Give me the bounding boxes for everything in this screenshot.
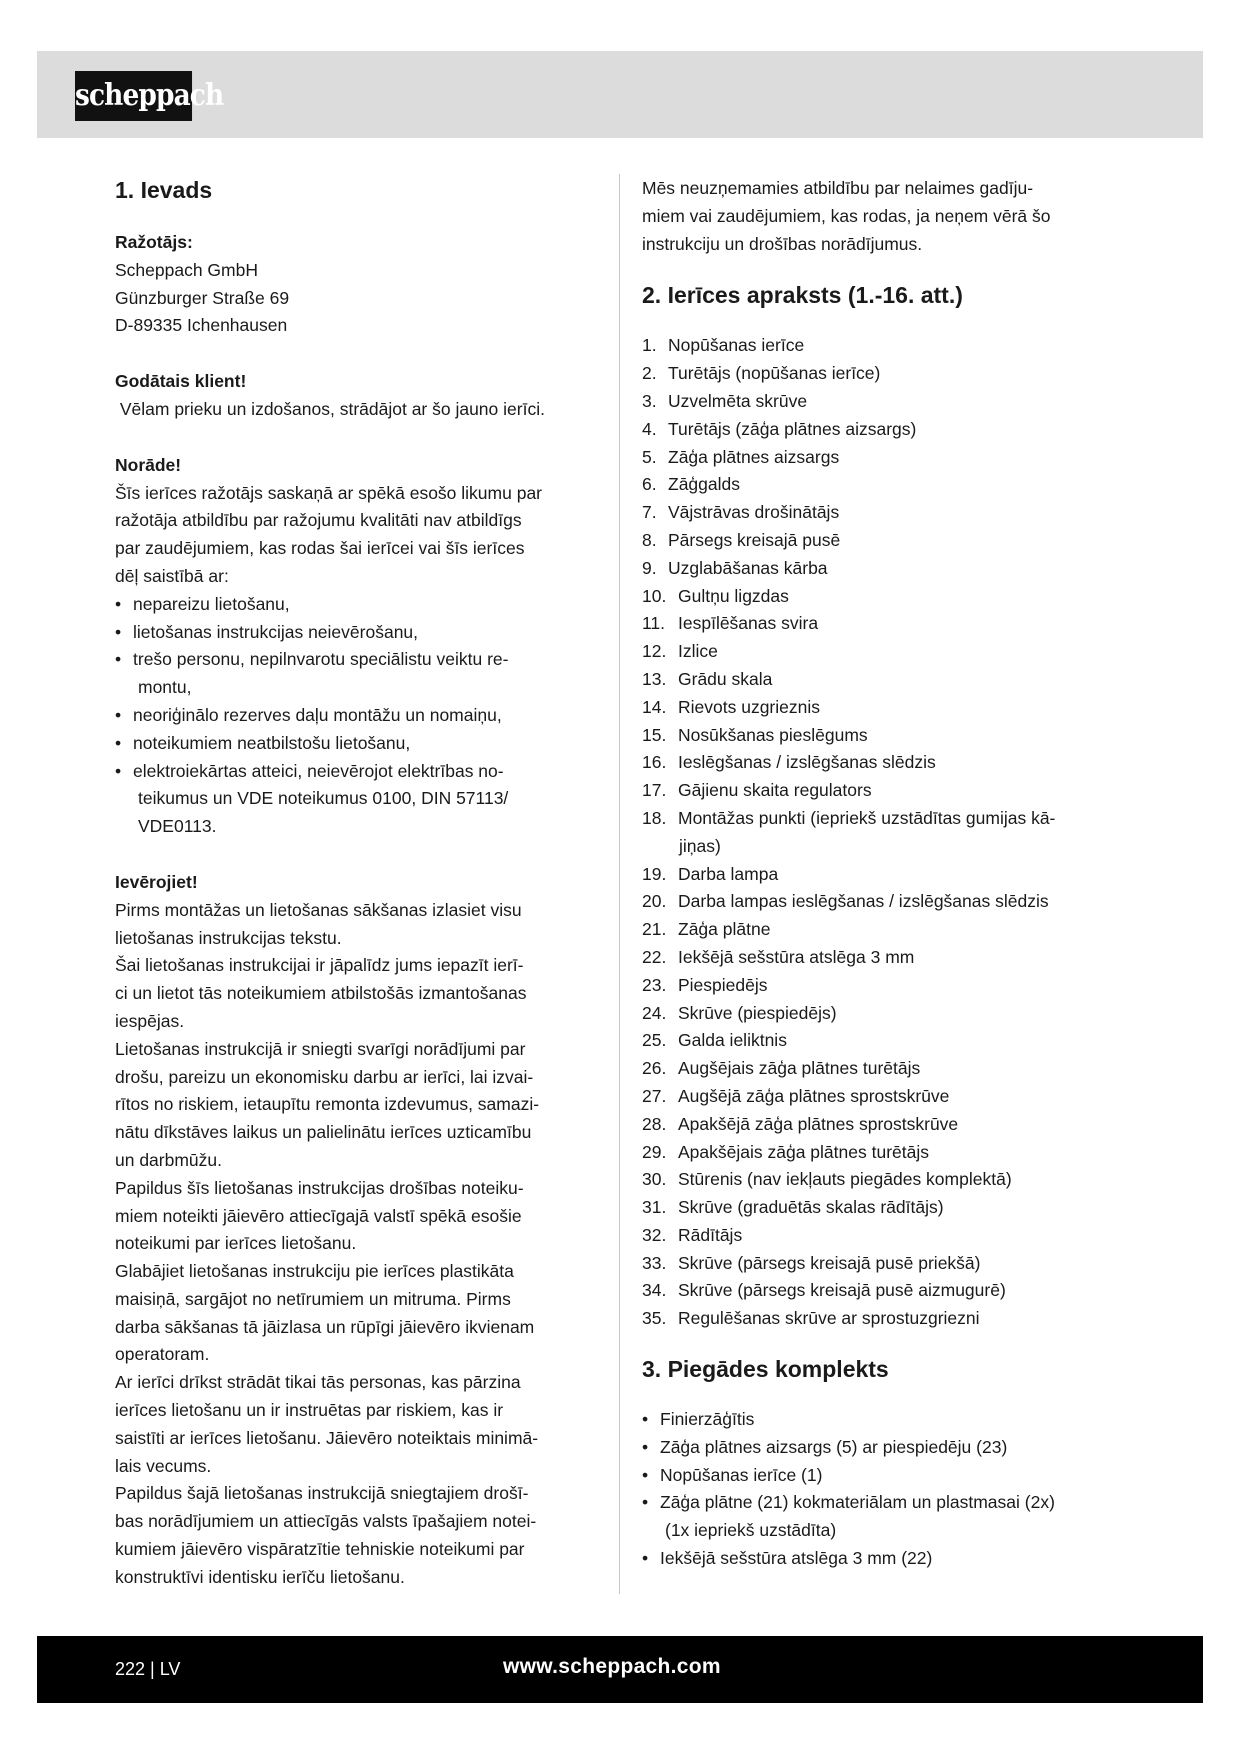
greeting-label: Godātais klient! <box>115 371 247 392</box>
attention-line: drošu, pareizu un ekonomisku darbu ar ierīci, lai izvai- <box>115 1066 534 1087</box>
liability-bullet-text: • noteikumiem neatbilstošu lietošanu, <box>115 730 610 758</box>
part-number: 21. <box>642 919 667 940</box>
liability-disclaimer <box>642 175 1112 258</box>
part-name: Rievots uzgrieznis <box>678 696 820 717</box>
part-name: Nopūšanas ierīce <box>668 335 805 356</box>
footer-bar <box>37 1636 1203 1703</box>
attention-line: Šai lietošanas instrukcijai ir jāpalīdz jums iepazīt ierī- <box>115 955 524 976</box>
section-heading-delivery-scope: 3. Piegādes komplekts <box>642 1356 889 1383</box>
left-column <box>115 175 610 1592</box>
liability-bullet-text: • trešo personu, nepilnvarotu speciālistu veiktu re- <box>115 646 610 674</box>
part-name: Nosūkšanas pieslēgums <box>678 724 868 745</box>
parts-list-item <box>642 1055 1112 1083</box>
part-name: Grādu skala <box>678 668 773 689</box>
parts-list-item <box>642 1222 1112 1250</box>
part-number: 15. <box>642 724 667 745</box>
part-number: 23. <box>642 974 667 995</box>
part-name: Skrūve (graduētās skalas rādītājs) <box>678 1197 944 1218</box>
part-name: Turētājs (nopūšanas ierīce) <box>668 363 881 384</box>
attention-line: saistīti ar ierīces lietošanu. Jāievēro noteiktais minimā- <box>115 1427 539 1448</box>
attention-line: lietošanas instrukcijas tekstu. <box>115 927 342 948</box>
attention-line: kumiem jāievēro vispāratzītie tehniskie noteikumi par <box>115 1539 525 1560</box>
parts-list-row <box>642 1194 1112 1222</box>
part-name: Apakšējā zāģa plātnes sprostskrūve <box>678 1113 959 1134</box>
part-name: Gājienu skaita regulators <box>678 780 872 801</box>
manufacturer-label: Ražotājs: <box>115 232 193 252</box>
parts-list-row <box>642 888 1112 916</box>
parts-list-item <box>642 1000 1112 1028</box>
attention-line: iespējas. <box>115 1010 185 1031</box>
parts-list-item <box>642 1111 1112 1139</box>
part-name: Turētājs (zāģa plātnes aizsargs) <box>668 418 917 439</box>
delivery-item-text: (1x iepriekš uzstādīta) <box>665 1520 837 1541</box>
parts-list-item <box>642 1194 1112 1222</box>
disclaimer-line: Mēs neuzņemamies atbildību par nelaimes gadīju- <box>642 178 1034 198</box>
parts-list-row <box>642 1305 1112 1333</box>
parts-list-row <box>642 1166 1112 1194</box>
liability-bullet-text: • neoriģinālo rezerves daļu montāžu un nomaiņu, <box>115 702 610 730</box>
parts-list-row <box>642 1277 1112 1305</box>
parts-list-item <box>642 1083 1112 1111</box>
part-name: Rādītājs <box>678 1224 743 1245</box>
parts-list-item <box>642 694 1112 722</box>
part-number: 34. <box>642 1280 667 1301</box>
address-line: Scheppach GmbH <box>115 259 258 280</box>
part-name: Zāģgalds <box>668 474 740 495</box>
attention-line: ci un lietot tās noteikumiem atbilstošās izmantošanas <box>115 983 527 1004</box>
part-number: 30. <box>642 1169 667 1190</box>
parts-list-row <box>642 1111 1112 1139</box>
part-name: jiņas) <box>679 835 721 856</box>
parts-list-row <box>642 722 1112 750</box>
parts-list-item <box>642 332 1112 360</box>
note-line: par zaudējumiem, kas rodas šai ierīcei vai šīs ierīces <box>115 538 525 559</box>
disclaimer-line: miem vai zaudējumiem, kas rodas, ja neņem vērā šo <box>642 205 1051 226</box>
attention-line: bas norādījumiem un attiecīgās valsts īpašajiem notei- <box>115 1511 537 1532</box>
attention-line: Pirms montāžas un lietošanas sākšanas izlasiet visu <box>115 899 522 920</box>
parts-list-item <box>642 749 1112 777</box>
parts-list-row <box>642 1000 1112 1028</box>
parts-list-row <box>642 1222 1112 1250</box>
delivery-item-text: • Zāģa plātne (21) kokmateriālam un plastmasai (2x) <box>642 1489 1112 1517</box>
delivery-item <box>642 1434 1112 1462</box>
header-bar <box>37 51 1203 138</box>
delivery-item-text: • Iekšējā sešstūra atslēga 3 mm (22) <box>642 1545 1112 1573</box>
liability-bullet-text: • nepareizu lietošanu, <box>115 591 610 619</box>
parts-list-row <box>642 471 1112 499</box>
disclaimer-line: instrukciju un drošības norādījumus. <box>642 233 923 254</box>
part-number: 26. <box>642 1058 667 1079</box>
parts-list-row <box>642 610 1112 638</box>
part-name: Augšējais zāģa plātnes turētājs <box>678 1058 921 1079</box>
part-number: 1. <box>642 335 657 356</box>
column-divider <box>619 174 620 1594</box>
parts-list-item <box>642 1139 1112 1167</box>
parts-list-item <box>642 444 1112 472</box>
parts-list-row <box>642 1139 1112 1167</box>
manufacturer-address <box>115 257 610 340</box>
attention-line: Papildus šajā lietošanas instrukcijā sniegtajiem drošī- <box>115 1483 529 1504</box>
liability-bullet <box>115 591 610 619</box>
parts-list-row <box>642 861 1112 889</box>
parts-list-item <box>642 416 1112 444</box>
parts-list-row <box>642 749 1112 777</box>
attention-line: nātu dīkstāves laikus un palielinātu ierīces uzticamību <box>115 1122 532 1143</box>
part-name: Apakšējais zāģa plātnes turētājs <box>678 1141 929 1162</box>
part-name: Augšējā zāģa plātnes sprostskrūve <box>678 1085 950 1106</box>
part-name: Vājstrāvas drošinātājs <box>668 502 840 523</box>
note-paragraph <box>115 480 610 591</box>
part-number: 16. <box>642 752 667 773</box>
address-line: Günzburger Straße 69 <box>115 287 290 308</box>
part-number: 11. <box>642 613 666 634</box>
part-name: Pārsegs kreisajā pusē <box>668 529 841 550</box>
parts-list-row <box>642 1250 1112 1278</box>
delivery-list <box>642 1406 1112 1573</box>
attention-line: konstruktīvi identisku ierīču lietošanu. <box>115 1566 405 1587</box>
parts-list-row <box>642 583 1112 611</box>
address-line: D-89335 Ichenhausen <box>115 315 288 336</box>
parts-list-row <box>642 332 1112 360</box>
attention-line: Lietošanas instrukcijā ir sniegti svarīgi norādījumi par <box>115 1038 526 1059</box>
parts-list-item <box>642 888 1112 916</box>
part-name: Regulēšanas skrūve ar sprostuzgriezni <box>678 1308 980 1329</box>
parts-list-item <box>642 360 1112 388</box>
parts-list-item <box>642 666 1112 694</box>
parts-list-row <box>642 638 1112 666</box>
attention-line: darba sākšanas tā jāizlasa un rūpīgi jāievēro ikvienam <box>115 1316 535 1337</box>
part-number: 17. <box>642 780 667 801</box>
part-name: Uzvelmēta skrūve <box>668 390 808 411</box>
section-heading-introduction: 1. Ievads <box>115 177 213 203</box>
attention-line: Papildus šīs lietošanas instrukcijas drošības noteiku- <box>115 1177 524 1198</box>
part-number: 10. <box>642 585 667 606</box>
part-name: Iespīlēšanas svira <box>678 613 819 634</box>
part-number: 35. <box>642 1308 667 1329</box>
part-name: Gultņu ligzdas <box>678 585 789 606</box>
part-number: 2. <box>642 363 657 384</box>
section-heading-device-description: 2. Ierīces apraksts (1.-16. att.) <box>642 282 963 309</box>
part-number: 13. <box>642 668 667 689</box>
parts-list-row <box>642 444 1112 472</box>
part-number: 6. <box>642 474 657 495</box>
delivery-item <box>642 1545 1112 1573</box>
note-line: ražotāja atbildību par ražojumu kvalitāti nav atbildīgs <box>115 510 522 531</box>
part-name: Darba lampa <box>678 863 779 884</box>
delivery-item <box>642 1489 1112 1545</box>
parts-list-row <box>642 694 1112 722</box>
liability-bullet-text: • lietošanas instrukcijas neievērošanu, <box>115 619 610 647</box>
part-number: 5. <box>642 446 657 467</box>
parts-list-item <box>642 916 1112 944</box>
part-number: 20. <box>642 891 667 912</box>
greeting-text: Vēlam prieku un izdošanos, strādājot ar šo jauno ierīci. <box>115 398 545 419</box>
parts-list-item <box>642 805 1112 861</box>
attention-line: rītos no riskiem, ietaupītu remonta izdevumus, samazi- <box>115 1094 540 1115</box>
website-link[interactable]: www.scheppach.com <box>503 1655 721 1678</box>
parts-list-row <box>642 527 1112 555</box>
attention-line: Ar ierīci drīkst strādāt tikai tās personas, kas pārzina <box>115 1372 521 1393</box>
part-name: Zāģa plātnes aizsargs <box>668 446 840 467</box>
part-name: Piespiedējs <box>678 974 768 995</box>
part-name: Darba lampas ieslēgšanas / izslēgšanas slēdzis <box>678 891 1049 912</box>
part-name: Skrūve (pārsegs kreisajā pusē priekšā) <box>678 1252 981 1273</box>
part-number: 33. <box>642 1252 667 1273</box>
liability-bullet <box>115 730 610 758</box>
attention-line: Glabājiet lietošanas instrukciju pie ierīces plastikāta <box>115 1261 514 1282</box>
liability-bullet-text: teikumus un VDE noteikumus 0100, DIN 57113/ <box>138 788 509 809</box>
delivery-item-text: • Finierzāģītis <box>642 1406 1112 1434</box>
parts-list-item <box>642 1166 1112 1194</box>
parts-list-item <box>642 861 1112 889</box>
parts-list-item <box>642 388 1112 416</box>
liability-bullet-text: VDE0113. <box>138 816 217 837</box>
attention-line: maisiņā, sargājot no netīrumiem un mitruma. Pirms <box>115 1288 511 1309</box>
parts-list-row <box>642 416 1112 444</box>
part-number: 22. <box>642 946 667 967</box>
right-column <box>642 175 1112 1573</box>
attention-line: noteikumi par ierīces lietošanu. <box>115 1233 357 1254</box>
liability-bullet-text: montu, <box>138 677 192 698</box>
delivery-item <box>642 1406 1112 1434</box>
parts-list-row <box>642 666 1112 694</box>
parts-list-item <box>642 610 1112 638</box>
part-number: 31. <box>642 1197 667 1218</box>
parts-list-item <box>642 1305 1112 1333</box>
parts-list-item <box>642 1250 1112 1278</box>
part-number: 4. <box>642 418 657 439</box>
part-name: Uzglabāšanas kārba <box>668 557 828 578</box>
parts-list-row <box>642 833 1112 861</box>
part-name: Skrūve (piespiedējs) <box>678 1002 837 1023</box>
note-line: Šīs ierīces ražotājs saskaņā ar spēkā esošo likumu par <box>115 482 542 503</box>
parts-list-item <box>642 972 1112 1000</box>
part-name: Stūrenis (nav iekļauts piegādes komplektā) <box>678 1169 1012 1190</box>
part-name: Galda ieliktnis <box>678 1030 787 1051</box>
part-number: 19. <box>642 863 667 884</box>
parts-list <box>642 332 1112 1333</box>
parts-list-item <box>642 527 1112 555</box>
attention-line: ierīces lietošanu un ir instruētas par riskiem, kas ir <box>115 1400 504 1421</box>
page-number: 222 | LV <box>115 1659 181 1679</box>
parts-list-row <box>642 1055 1112 1083</box>
part-number: 7. <box>642 502 657 523</box>
parts-list-row <box>642 972 1112 1000</box>
attention-paragraph <box>115 897 610 1592</box>
part-number: 12. <box>642 641 667 662</box>
part-name: Izlice <box>678 641 718 662</box>
parts-list-item <box>642 1277 1112 1305</box>
attention-label: Ievērojiet! <box>115 871 198 892</box>
parts-list-row <box>642 916 1112 944</box>
parts-list-item <box>642 944 1112 972</box>
delivery-item <box>642 1462 1112 1490</box>
part-number: 24. <box>642 1002 667 1023</box>
parts-list-row <box>642 805 1112 833</box>
part-name: Zāģa plātne <box>678 919 771 940</box>
parts-list-row <box>642 499 1112 527</box>
parts-list-item <box>642 638 1112 666</box>
parts-list-item <box>642 471 1112 499</box>
liability-bullet <box>115 702 610 730</box>
liability-bullet <box>115 646 610 702</box>
liability-bullet-list <box>115 591 610 841</box>
scheppach-logo: scheppach <box>75 71 192 121</box>
part-number: 29. <box>642 1141 667 1162</box>
part-name: Iekšējā sešstūra atslēga 3 mm <box>678 946 915 967</box>
part-name: Skrūve (pārsegs kreisajā pusē aizmugurē) <box>678 1280 1006 1301</box>
parts-list-row <box>642 388 1112 416</box>
part-number: 9. <box>642 557 657 578</box>
liability-bullet <box>115 619 610 647</box>
part-number: 28. <box>642 1113 667 1134</box>
attention-line: miem noteikti jāievēro attiecīgajā valstī spēkā esošie <box>115 1205 522 1226</box>
parts-list-row <box>642 1083 1112 1111</box>
parts-list-row <box>642 360 1112 388</box>
delivery-item-text: • Nopūšanas ierīce (1) <box>642 1462 1112 1490</box>
parts-list-item <box>642 499 1112 527</box>
parts-list-item <box>642 777 1112 805</box>
parts-list-row <box>642 1027 1112 1055</box>
liability-bullet <box>115 758 610 841</box>
part-name: Ieslēgšanas / izslēgšanas slēdzis <box>678 752 936 773</box>
parts-list-row <box>642 944 1112 972</box>
part-number: 32. <box>642 1224 667 1245</box>
attention-line: un darbmūžu. <box>115 1149 223 1170</box>
parts-list-item <box>642 722 1112 750</box>
part-number: 25. <box>642 1030 667 1051</box>
parts-list-row <box>642 555 1112 583</box>
part-number: 14. <box>642 696 667 717</box>
delivery-item-text: • Zāģa plātnes aizsargs (5) ar piespiedēju (23) <box>642 1434 1112 1462</box>
parts-list-item <box>642 583 1112 611</box>
part-number: 3. <box>642 390 657 411</box>
parts-list-item <box>642 555 1112 583</box>
part-name: Montāžas punkti (iepriekš uzstādītas gumijas kā- <box>678 807 1056 828</box>
part-number: 8. <box>642 529 657 550</box>
attention-line: operatoram. <box>115 1344 210 1365</box>
liability-bullet-text: • elektroiekārtas atteici, neievērojot elektrības no- <box>115 758 610 786</box>
note-label: Norāde! <box>115 454 182 475</box>
part-number: 18. <box>642 807 667 828</box>
parts-list-row <box>642 777 1112 805</box>
part-number: 27. <box>642 1085 667 1106</box>
parts-list-item <box>642 1027 1112 1055</box>
attention-line: lais vecums. <box>115 1455 212 1476</box>
note-line: dēļ saistībā ar: <box>115 565 229 586</box>
